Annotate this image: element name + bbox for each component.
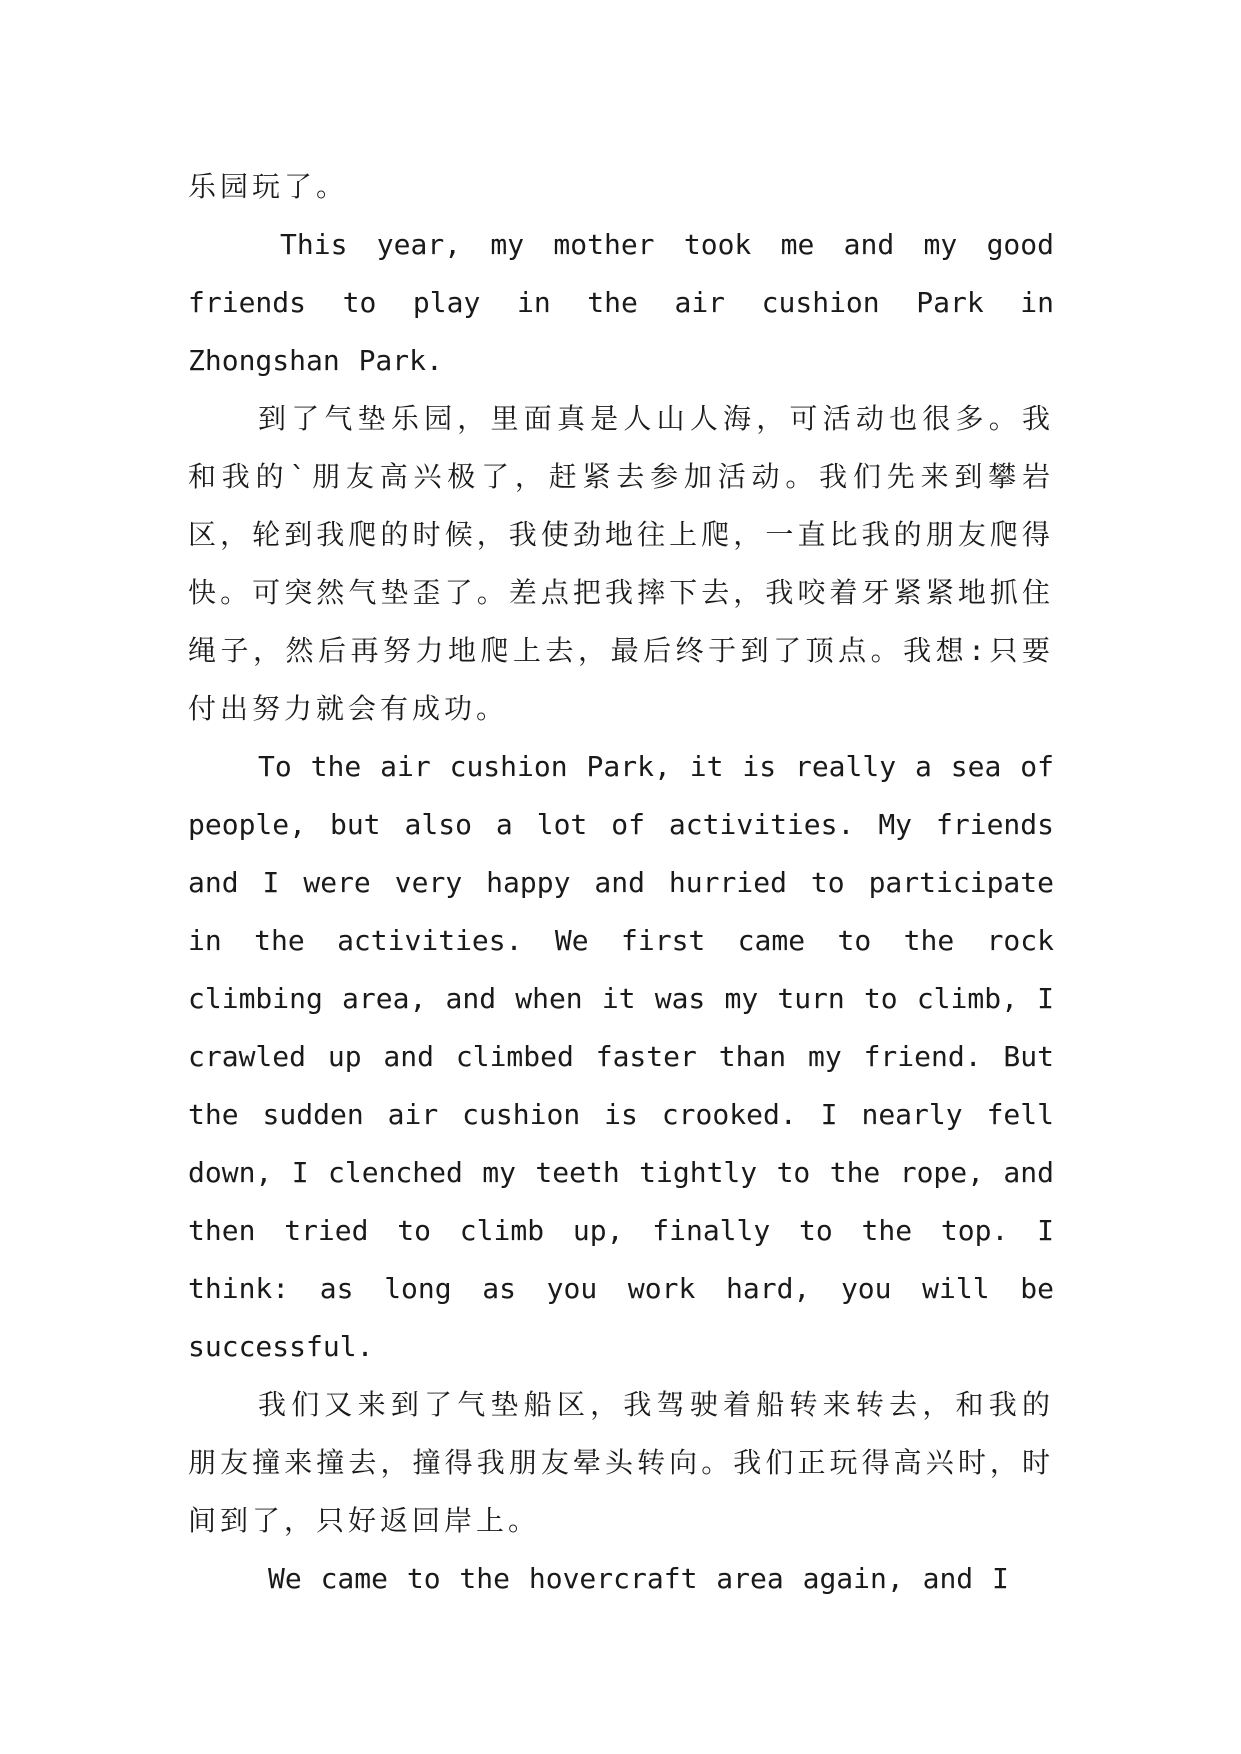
paragraph-chinese-3: 我们又来到了气垫船区，我驾驶着船转来转去，和我的朋友撞来撞去，撞得我朋友晕头转向。我们正玩得高兴时，时间到了，只好返回岸上。: [188, 1388, 1054, 1537]
document-body: [188, 158, 1054, 1608]
paragraph-english-2: To the air cushion Park, it is really a sea of people, but also a lot of activities. My friends and I were very happy and hurried to participate in the activities. We first came to the rock climbing area, and when it was my turn to climb, I crawled up and climbed faster than my friend. But the sudden air cushion is crooked. I nearly fell down, I clenched my teeth tightly to the rope, and then tried to climb up, finally to the top. I think: as long as you work hard, you will be successful.: [188, 750, 1054, 1363]
paragraph-chinese-2: 到了气垫乐园，里面真是人山人海，可活动也很多。我和我的`朋友高兴极了，赶紧去参加活动。我们先来到攀岩区，轮到我爬的时候，我使劲地往上爬，一直比我的朋友爬得快。可突然气垫歪了。差点把我摔下去，我咬着牙紧紧地抓住绳子，然后再努力地爬上去，最后终于到了顶点。我想:只要付出努力就会有成功。: [188, 402, 1054, 725]
paragraph-chinese-1: 乐园玩了。: [188, 170, 349, 203]
paragraph-english-1: This year, my mother took me and my good friends to play in the air cushion Park in Zhongshan Park.: [188, 228, 1054, 377]
paragraph-english-3: We came to the hovercraft area again, and I: [268, 1562, 1009, 1595]
